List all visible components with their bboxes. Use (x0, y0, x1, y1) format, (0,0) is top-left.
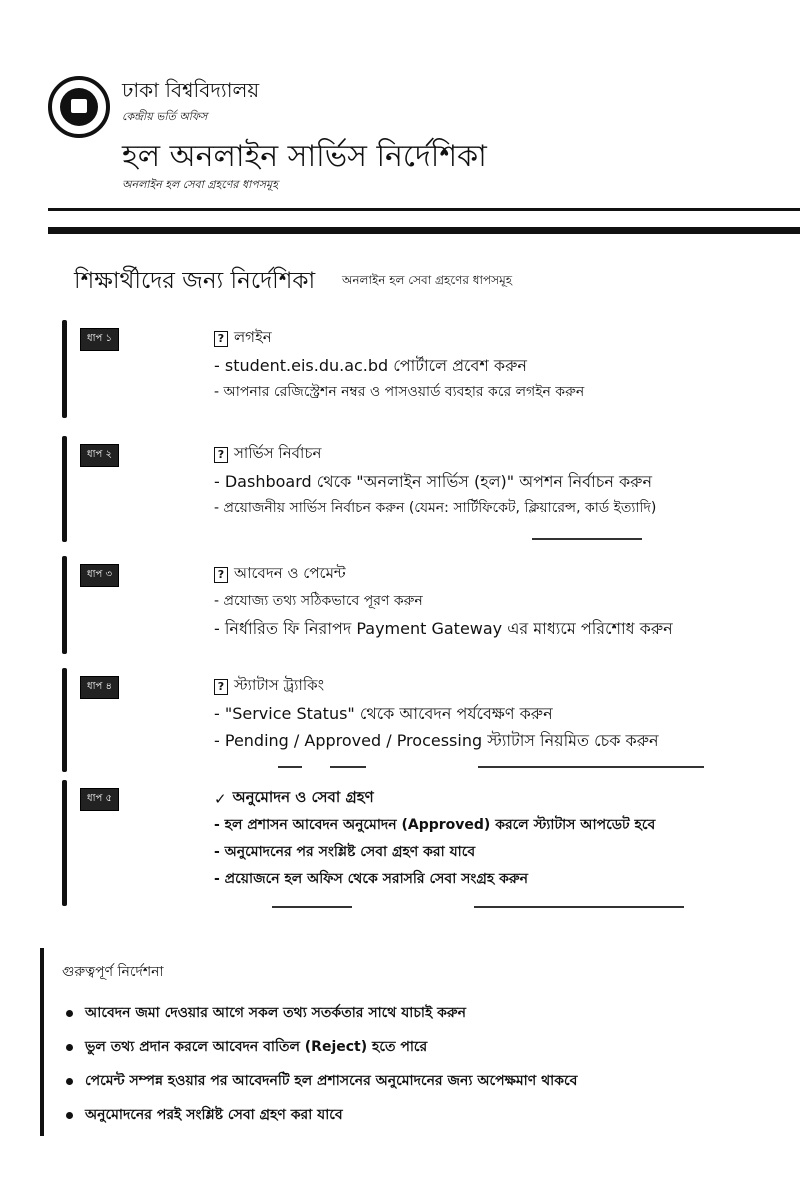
list-item: পেমেন্ট সম্পন্ন হওয়ার পর আবেদনটি হল প্রশাসনের অনুমোদনের জন্য অপেক্ষমাণ থাকবে (66, 1064, 577, 1098)
checkbox-question-icon: ? (214, 679, 228, 695)
checkbox-question-icon: ? (214, 331, 228, 347)
step-3 (62, 556, 782, 656)
step-4 (62, 668, 782, 778)
step-line: - Dashboard থেকে "অনলাইন সার্ভিস (হল)" অপশন নির্বাচন করুন (214, 472, 653, 491)
step-lines (214, 588, 673, 642)
step-line: - student.eis.du.ac.bd পোর্টালে প্রবেশ করুন (214, 356, 527, 375)
step-lines (214, 700, 659, 754)
decorative-dash (478, 766, 704, 768)
step-line: - প্রয়োজনীয় সার্ভিস নির্বাচন করুন (যেমন: সার্টিফিকেট, ক্লিয়ারেন্স, কার্ড ইত্যাদি) (214, 500, 657, 516)
checkbox-question-icon: ? (214, 447, 228, 463)
step-line: - অনুমোদনের পর সংশ্লিষ্ট সেবা গ্রহণ করা যাবে (214, 844, 476, 860)
step-line: - নির্ধারিত ফি নিরাপদ Payment Gateway এর মাধ্যমে পরিশোধ করুন (214, 619, 673, 638)
step-bar (62, 556, 67, 654)
guide-title: শিক্ষার্থীদের জন্য নির্দেশিকা (74, 268, 316, 294)
step-bar (62, 668, 67, 772)
step-heading: ? স্ট্যাটাস ট্র্যাকিং (214, 674, 324, 699)
decorative-dash (272, 906, 352, 908)
university-name: ঢাকা বিশ্ববিদ্যালয় (122, 78, 260, 102)
document-header (48, 70, 788, 200)
step-lines (214, 352, 584, 406)
list-item: ভুল তথ্য প্রদান করলে আবেদন বাতিল (Reject) হতে পারে (66, 1030, 577, 1064)
step-line: - Pending / Approved / Processing স্ট্যাটাস নিয়মিত চেক করুন (214, 731, 659, 750)
step-bar (62, 320, 67, 418)
document-subtitle: অনলাইন হল সেবা গ্রহণের ধাপসমূহ (122, 178, 278, 191)
decorative-dash (532, 538, 642, 540)
step-line: - প্রযোজ্য তথ্য সঠিকভাবে পূরণ করুন (214, 593, 423, 609)
university-logo (48, 76, 110, 138)
checkmark-pen-icon: ✓ (214, 789, 227, 808)
step-heading: ✓ অনুমোদন ও সেবা গ্রহণ (214, 788, 374, 808)
bullet-dot-icon (66, 1078, 73, 1085)
decorative-dash (474, 906, 684, 908)
document-title: হল অনলাইন সার্ভিস নির্দেশিকা (122, 139, 487, 174)
notes-list (66, 996, 577, 1132)
step-badge: ধাপ ৪ (80, 676, 119, 699)
step-badge: ধাপ ২ (80, 444, 119, 467)
step-line: - আপনার রেজিস্ট্রেশন নম্বর ও পাসওয়ার্ড ব্যবহার করে লগইন করুন (214, 384, 585, 400)
step-heading: ? সার্ভিস নির্বাচন (214, 442, 321, 467)
guide-subtitle: অনলাইন হল সেবা গ্রহণের ধাপসমূহ (342, 273, 513, 287)
step-2 (62, 436, 782, 546)
notes-bar (40, 948, 44, 1136)
step-bar (62, 780, 67, 906)
step-1 (62, 320, 782, 420)
header-divider-thin (48, 208, 800, 211)
step-line: - প্রয়োজনে হল অফিস থেকে সরাসরি সেবা সংগ্রহ করুন (214, 871, 529, 887)
step-lines (214, 812, 655, 893)
list-item: আবেদন জমা দেওয়ার আগে সকল তথ্য সতর্কতার সাথে যাচাই করুন (66, 996, 577, 1030)
step-badge: ধাপ ৫ (80, 788, 119, 811)
step-badge: ধাপ ৩ (80, 564, 119, 587)
step-line: - "Service Status" থেকে আবেদন পর্যবেক্ষণ করুন (214, 704, 553, 723)
header-divider-thick (48, 227, 800, 234)
step-heading: ? আবেদন ও পেমেন্ট (214, 562, 346, 587)
notes-title: গুরুত্বপূর্ণ নির্দেশনা (62, 964, 164, 980)
step-line: - হল প্রশাসন আবেদন অনুমোদন (Approved) করলে স্ট্যাটাস আপডেট হবে (214, 817, 656, 833)
step-heading: ? লগইন (214, 326, 272, 351)
decorative-dash (278, 766, 302, 768)
decorative-dash (330, 766, 366, 768)
important-notes (40, 948, 780, 1138)
list-item: অনুমোদনের পরই সংশ্লিষ্ট সেবা গ্রহণ করা যাবে (66, 1098, 577, 1132)
step-badge: ধাপ ১ (80, 328, 119, 351)
office-name: কেন্দ্রীয় ভর্তি অফিস (122, 110, 208, 123)
bullet-dot-icon (66, 1112, 73, 1119)
bullet-dot-icon (66, 1044, 73, 1051)
checkbox-question-icon: ? (214, 567, 228, 583)
step-bar (62, 436, 67, 542)
step-5 (62, 780, 782, 910)
bullet-dot-icon (66, 1010, 73, 1017)
step-lines (214, 468, 656, 522)
